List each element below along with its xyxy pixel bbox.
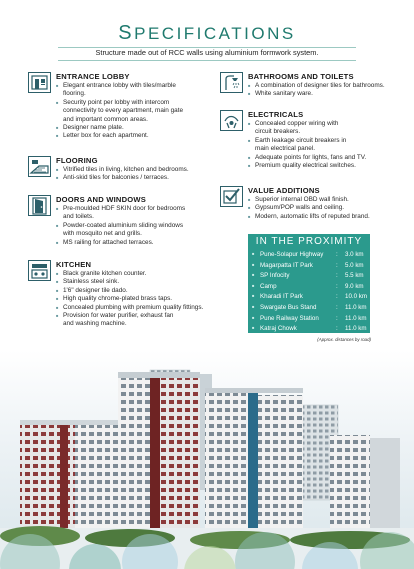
section-title: KITCHEN bbox=[56, 260, 92, 269]
list-item: connectivity to every apartment, main gate bbox=[63, 107, 184, 115]
bullet-icon: ■ bbox=[252, 325, 255, 331]
distance: 11.0 km bbox=[345, 325, 367, 333]
list-item: and washing machine. bbox=[63, 320, 127, 328]
structure-subtitle: Structure made out of RCC walls using aluminium formwork system. bbox=[95, 48, 319, 57]
proximity-title: IN THE PROXIMITY bbox=[248, 234, 370, 249]
section-flooring bbox=[28, 156, 218, 186]
list-item: ■ Earth leakage circuit breakers in bbox=[248, 137, 366, 145]
list-item: ■ Adequate points for lights, fans and TV. bbox=[248, 154, 366, 162]
bullet-icon: ■ bbox=[252, 251, 255, 256]
proximity-row bbox=[252, 282, 366, 293]
proximity-row bbox=[252, 324, 366, 335]
list-item: ■ Anti-skid tiles for balconies / terraces. bbox=[56, 174, 189, 182]
separator: : bbox=[336, 314, 338, 322]
place-name: Swargate Bus Stand bbox=[260, 303, 317, 311]
list-item: ■ Concealed plumbing with premium quality fittings. bbox=[56, 304, 203, 312]
bullet-list bbox=[248, 196, 370, 221]
section-title: DOORS AND WINDOWS bbox=[56, 195, 147, 204]
separator: : bbox=[336, 251, 338, 258]
distance-note: (Approx. distances by road) bbox=[317, 337, 371, 342]
list-item: ■ 1'6" designer tile dado. bbox=[56, 287, 203, 295]
section-electricals bbox=[220, 110, 400, 178]
shower-icon bbox=[220, 72, 243, 93]
bullet-list bbox=[56, 205, 185, 247]
bullet-list bbox=[56, 270, 203, 329]
bullet-icon: ■ bbox=[252, 261, 255, 267]
section-title: VALUE ADDITIONS bbox=[248, 186, 320, 195]
list-item: ■ Security point per lobby with intercom bbox=[56, 99, 183, 107]
page-title-cap: S bbox=[118, 22, 135, 44]
distance: 10.0 km bbox=[345, 293, 368, 301]
door-icon bbox=[28, 195, 51, 216]
list-item: ■ Concealed copper wiring with bbox=[248, 120, 366, 128]
bullet-list bbox=[248, 82, 385, 99]
distance: 5.0 km bbox=[345, 261, 364, 269]
separator: : bbox=[336, 282, 338, 290]
separator: : bbox=[336, 261, 338, 269]
list-item: ■ Elegant entrance lobby with tiles/marble bbox=[56, 82, 183, 90]
section-title: ENTRANCE LOBBY bbox=[56, 72, 130, 81]
section-title: ELECTRICALS bbox=[248, 110, 304, 119]
electrical-icon bbox=[220, 110, 243, 131]
place-name: Pune-Solapur Highway bbox=[260, 251, 324, 258]
list-item: ■ Superior internal OBD wall finish. bbox=[248, 196, 370, 204]
proximity-row bbox=[252, 250, 366, 261]
subtitle-divider bbox=[58, 60, 356, 61]
distance: 9.0 km bbox=[345, 282, 364, 290]
bullet-list bbox=[56, 166, 189, 183]
page-title-rest: PECIFICATIONS bbox=[134, 24, 296, 43]
list-item: ■ High quality chrome-plated brass taps. bbox=[56, 295, 203, 303]
list-item: ■ Black granite kitchen counter. bbox=[56, 270, 203, 278]
place-name: SP Infocity bbox=[260, 272, 290, 280]
place-name: Katraj Chowk bbox=[260, 325, 297, 333]
list-item: and toilets. bbox=[63, 213, 94, 221]
place-name: Pune Railway Station bbox=[260, 314, 319, 322]
proximity-box bbox=[248, 234, 370, 333]
page-title bbox=[0, 22, 414, 45]
list-item: ■ Designer name plate. bbox=[56, 124, 183, 132]
section-title: BATHROOMS AND TOILETS bbox=[248, 72, 354, 81]
list-item: ■ A combination of designer tiles for bathrooms. bbox=[248, 82, 385, 90]
list-item: flooring. bbox=[63, 90, 86, 98]
proximity-row bbox=[252, 292, 366, 303]
section-kitchen bbox=[28, 260, 228, 340]
distance: 3.0 km bbox=[345, 251, 364, 258]
kitchen-icon bbox=[28, 260, 51, 281]
list-item: circuit breakers. bbox=[255, 128, 301, 136]
list-item: ■ Modern, automatic lifts of reputed brand. bbox=[248, 213, 370, 221]
proximity-row bbox=[252, 271, 366, 282]
list-item: main electrical panel. bbox=[255, 145, 316, 153]
bullet-icon: ■ bbox=[252, 282, 255, 288]
building-rendering bbox=[0, 350, 414, 569]
distance: 5.5 km bbox=[345, 272, 364, 280]
list-item: ■ Letter box for each apartment. bbox=[56, 132, 183, 140]
list-item: ■ MS railing for attached terraces. bbox=[56, 239, 185, 247]
lobby-icon bbox=[28, 72, 51, 93]
list-item: ■ Provision for water purifier, exhaust fan bbox=[56, 312, 203, 320]
proximity-row bbox=[252, 303, 366, 314]
separator: : bbox=[336, 293, 338, 301]
bullet-list bbox=[56, 82, 183, 141]
list-item: ■ Powder-coated aluminium sliding windows bbox=[56, 222, 185, 230]
bullet-icon: ■ bbox=[252, 293, 255, 299]
section-value-additions bbox=[220, 186, 400, 226]
list-item: ■ White sanitary ware. bbox=[248, 90, 385, 98]
section-doors-windows bbox=[28, 195, 218, 250]
separator: : bbox=[336, 303, 338, 311]
section-bathrooms bbox=[220, 72, 400, 104]
proximity-list bbox=[252, 250, 366, 335]
building-illustration bbox=[0, 350, 414, 569]
list-item: and important common areas. bbox=[63, 115, 148, 123]
list-item: ■ Gypsum/POP walls and ceiling. bbox=[248, 204, 370, 212]
flooring-icon bbox=[28, 156, 51, 177]
distance: 11.0 km bbox=[345, 303, 367, 311]
section-title: FLOORING bbox=[56, 156, 98, 165]
list-item: ■ Vitrified tiles in living, kitchen and bedrooms. bbox=[56, 166, 189, 174]
bullet-icon: ■ bbox=[252, 303, 255, 309]
section-entrance-lobby bbox=[28, 72, 218, 144]
checkmark-icon bbox=[220, 186, 243, 207]
bullet-icon: ■ bbox=[252, 314, 255, 320]
place-name: Camp bbox=[260, 282, 277, 290]
distance: 11.0 km bbox=[345, 314, 367, 322]
proximity-row bbox=[252, 261, 366, 272]
list-item: ■ Stainless steel sink. bbox=[56, 278, 203, 286]
list-item: with mosquito net and grills. bbox=[63, 230, 142, 238]
list-item: ■ Pre-moulded HDF SKIN door for bedrooms bbox=[56, 205, 185, 213]
proximity-row bbox=[252, 314, 366, 325]
place-name: Kharadi IT Park bbox=[260, 293, 303, 301]
place-name: Magarpatta IT Park bbox=[260, 261, 313, 269]
bullet-icon: ■ bbox=[252, 272, 255, 278]
bullet-list bbox=[248, 120, 366, 170]
list-item: ■ Premium quality electrical switches. bbox=[248, 162, 366, 170]
separator: : bbox=[336, 272, 338, 280]
separator: : bbox=[336, 325, 338, 333]
